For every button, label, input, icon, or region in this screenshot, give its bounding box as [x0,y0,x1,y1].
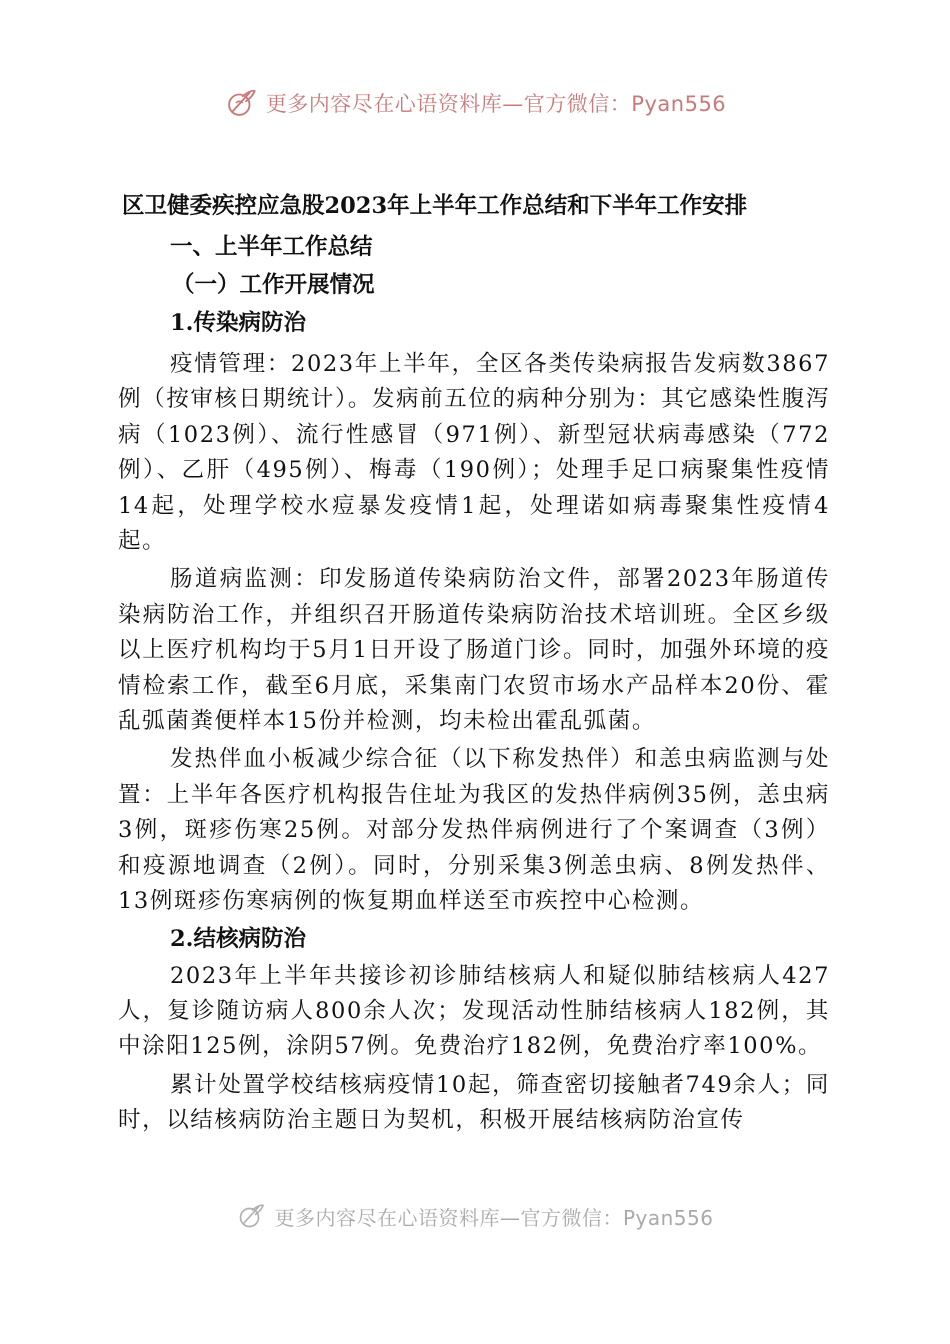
watermark-text: 更多内容尽在心语资料库—官方微信：Pyan556 [274,1205,714,1230]
subsection-heading: （一）工作开展情况 [172,272,375,298]
watermark-text: 更多内容尽在心语资料库—官方微信：Pyan556 [265,92,727,116]
paragraph-epidemic-management: 疫情管理：2023年上半年，全区各类传染病报告发病数3867例（按审核日期统计）。发病前五位的病种分别为：其它感染性腹泻病（1023例）、流行性感冒（971例）、新型冠状病毒感染（772例）、乙肝（495例）、梅毒（190例）；处理手足口病聚集性疫情14起，处理学校水痘暴发疫情1起，处理诺如病毒聚集性疫情4起。 [118,351,830,555]
paragraph-school-tuberculosis: 累计处置学校结核病疫情10起，筛查密切接触者749余人；同时，以结核病防治主题日为契机，积极开展结核病防治宣传 [118,1071,830,1134]
item-heading-infectious-disease: 1.传染病防治 [170,310,306,336]
paragraph-fever-monitoring: 发热伴血小板减少综合征（以下称发热伴）和恙虫病监测与处置：上半年各医疗机构报告住址为我区的发热伴病例35例，恙虫病3例，斑疹伤寒25例。对部分发热伴病例进行了个案调查（3例）和疫源地调查（2例）。同时，分别采集3例恙虫病、8例发热伴、13例斑疹伤寒病例的恢复期血样送至市疾控中心检测。 [118,746,830,915]
section-heading: 一、上半年工作总结 [170,234,373,260]
quill-pen-logo-icon [236,1201,266,1231]
document-body [118,186,830,1139]
quill-pen-logo-icon [224,86,258,120]
item-heading-tuberculosis: 2.结核病防治 [170,925,306,952]
watermark-footer [0,1196,950,1236]
paragraph-tuberculosis-stats: 2023年上半年共接诊初诊肺结核病人和疑似肺结核病人427人，复诊随访病人800余人次；发现活动性肺结核病人182例，其中涂阳125例，涂阴57例。免费治疗182例，免费治疗率100%。 [118,962,830,1060]
document-title: 区卫健委疾控应急股2023年上半年工作总结和下半年工作安排 [122,193,748,219]
watermark-header [0,78,950,128]
paragraph-intestinal-monitoring: 肠道病监测：印发肠道传染病防治文件，部署2023年肠道传染病防治工作，并组织召开肠道传染病防治技术培训班。全区乡级以上医疗机构均于5月1日开设了肠道门诊。同时，加强外环境的疫情检索工作，截至6月底，采集南门农贸市场水产品样本20份、霍乱弧菌粪便样本15份并检测，均未检出霍乱弧菌。 [118,566,830,735]
